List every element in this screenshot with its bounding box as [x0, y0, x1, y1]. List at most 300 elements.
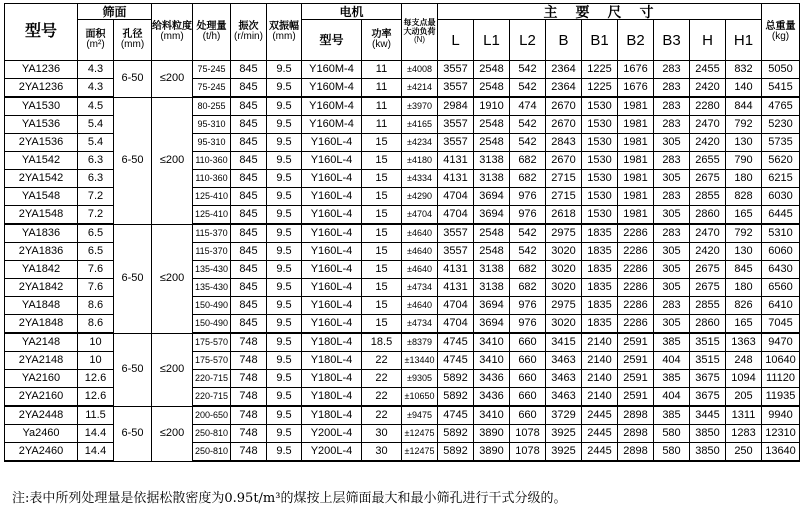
cell-dim: 1363 [726, 333, 762, 352]
cell-dim: 305 [654, 134, 690, 152]
cell-dim: 845 [726, 261, 762, 279]
cell-dim: 305 [654, 170, 690, 188]
cell-dim: 2286 [618, 243, 654, 261]
cell-dim: 3020 [546, 243, 582, 261]
cell-dim: 3415 [546, 333, 582, 352]
cell-dim: 1981 [618, 188, 654, 206]
cell-amplitude: 9.5 [267, 279, 302, 297]
cell-vibration: 748 [231, 443, 267, 462]
cell-amplitude: 9.5 [267, 425, 302, 443]
cell-motor: Y200L-4 [302, 443, 362, 462]
cell-dim: 3557 [438, 134, 474, 152]
cell-power: 11 [362, 116, 402, 134]
cell-dim: 542 [510, 61, 546, 79]
cell-load: ±4234 [402, 134, 438, 152]
cell-dim: 165 [726, 206, 762, 225]
cell-dim: 1835 [582, 224, 618, 243]
cell-dim: 2715 [546, 170, 582, 188]
cell-amplitude: 9.5 [267, 333, 302, 352]
cell-area: 4.5 [78, 97, 114, 116]
cell-area: 4.3 [78, 61, 114, 79]
header-capacity: 处理量 (t/h) [193, 4, 231, 61]
cell-dim: 3020 [546, 279, 582, 297]
cell-weight: 6215 [762, 170, 800, 188]
cell-dim: 3138 [474, 152, 510, 170]
cell-dim: 2675 [690, 261, 726, 279]
table-row [5, 406, 800, 425]
cell-weight: 10640 [762, 352, 800, 370]
cell-dim: 248 [726, 352, 762, 370]
cell-load: ±9475 [402, 406, 438, 425]
cell-capacity: 175-570 [193, 333, 231, 352]
cell-weight: 9940 [762, 406, 800, 425]
header-dim-b: B [546, 20, 582, 61]
cell-dim: 3463 [546, 388, 582, 407]
cell-feed: ≤200 [152, 333, 193, 406]
cell-dim: 2455 [690, 61, 726, 79]
cell-vibration: 748 [231, 388, 267, 407]
cell-dim: 976 [510, 315, 546, 334]
cell-power: 15 [362, 152, 402, 170]
cell-dim: 2445 [582, 443, 618, 462]
cell-dim: 2140 [582, 352, 618, 370]
cell-dim: 1981 [618, 170, 654, 188]
cell-dim: 3694 [474, 297, 510, 315]
cell-dim: 660 [510, 352, 546, 370]
cell-dim: 1078 [510, 425, 546, 443]
cell-dim: 305 [654, 279, 690, 297]
cell-dim: 5892 [438, 443, 474, 462]
cell-amplitude: 9.5 [267, 443, 302, 462]
cell-dim: 2618 [546, 206, 582, 225]
cell-dim: 2715 [546, 188, 582, 206]
cell-dim: 682 [510, 152, 546, 170]
cell-dim: 2445 [582, 425, 618, 443]
cell-load: ±4008 [402, 61, 438, 79]
cell-dim: 832 [726, 61, 762, 79]
cell-weight: 5620 [762, 152, 800, 170]
cell-dim: 2548 [474, 61, 510, 79]
cell-dim: 1530 [582, 206, 618, 225]
cell-load: ±4734 [402, 315, 438, 334]
cell-dim: 1311 [726, 406, 762, 425]
cell-dim: 3410 [474, 352, 510, 370]
cell-dim: 3020 [546, 315, 582, 334]
cell-feed: ≤200 [152, 97, 193, 224]
cell-load: ±4640 [402, 224, 438, 243]
cell-dim: 2975 [546, 224, 582, 243]
cell-area: 6.3 [78, 152, 114, 170]
header-aperture: 孔径 (mm) [114, 20, 152, 61]
cell-weight: 5230 [762, 116, 800, 134]
cell-weight: 5735 [762, 134, 800, 152]
cell-dim: 3694 [474, 206, 510, 225]
cell-dim: 3138 [474, 279, 510, 297]
cell-weight: 13640 [762, 443, 800, 462]
cell-amplitude: 9.5 [267, 388, 302, 407]
cell-dim: 2420 [690, 79, 726, 98]
cell-load: ±4165 [402, 116, 438, 134]
cell-dim: 792 [726, 116, 762, 134]
cell-dim: 3890 [474, 443, 510, 462]
cell-amplitude: 9.5 [267, 352, 302, 370]
cell-model: Ya2460 [5, 425, 78, 443]
cell-amplitude: 9.5 [267, 97, 302, 116]
cell-vibration: 748 [231, 425, 267, 443]
cell-dim: 3925 [546, 443, 582, 462]
cell-area: 7.6 [78, 279, 114, 297]
cell-weight: 7045 [762, 315, 800, 334]
cell-dim: 2548 [474, 79, 510, 98]
cell-dim: 2855 [690, 297, 726, 315]
cell-model: 2YA1536 [5, 134, 78, 152]
cell-dim: 2140 [582, 333, 618, 352]
cell-dim: 682 [510, 170, 546, 188]
footnote: 注:表中所列处理量是依据松散密度为0.95t/m³的煤按上层筛面最大和最小筛孔进行干式分级的。 [12, 491, 567, 506]
cell-capacity: 110-360 [193, 170, 231, 188]
cell-capacity: 200-650 [193, 406, 231, 425]
cell-dim: 1283 [726, 425, 762, 443]
cell-area: 4.3 [78, 79, 114, 98]
cell-vibration: 748 [231, 333, 267, 352]
cell-model: YA1836 [5, 224, 78, 243]
cell-load: ±4180 [402, 152, 438, 170]
cell-model: 2YA1236 [5, 79, 78, 98]
cell-load: ±4214 [402, 79, 438, 98]
cell-amplitude: 9.5 [267, 134, 302, 152]
cell-vibration: 845 [231, 134, 267, 152]
cell-power: 15 [362, 261, 402, 279]
cell-dim: 3020 [546, 261, 582, 279]
cell-load: ±4290 [402, 188, 438, 206]
cell-dim: 404 [654, 352, 690, 370]
cell-model: YA1542 [5, 152, 78, 170]
cell-area: 7.2 [78, 188, 114, 206]
cell-load: ±13440 [402, 352, 438, 370]
cell-dim: 4704 [438, 315, 474, 334]
cell-dim: 180 [726, 170, 762, 188]
cell-dim: 305 [654, 261, 690, 279]
cell-amplitude: 9.5 [267, 61, 302, 79]
cell-dim: 305 [654, 206, 690, 225]
cell-motor: Y160M-4 [302, 79, 362, 98]
cell-dim: 3675 [690, 388, 726, 407]
cell-amplitude: 9.5 [267, 406, 302, 425]
cell-amplitude: 9.5 [267, 188, 302, 206]
header-dim-h1: H1 [726, 20, 762, 61]
cell-dim: 2860 [690, 206, 726, 225]
cell-dim: 826 [726, 297, 762, 315]
cell-dim: 542 [510, 134, 546, 152]
cell-power: 18.5 [362, 333, 402, 352]
cell-dim: 3557 [438, 224, 474, 243]
cell-dim: 1676 [618, 61, 654, 79]
cell-power: 15 [362, 297, 402, 315]
cell-area: 12.6 [78, 388, 114, 407]
cell-vibration: 845 [231, 188, 267, 206]
cell-load: ±4640 [402, 297, 438, 315]
cell-dim: 283 [654, 116, 690, 134]
cell-amplitude: 9.5 [267, 297, 302, 315]
cell-dim: 2898 [618, 425, 654, 443]
table-row [5, 333, 800, 352]
cell-dim: 3850 [690, 443, 726, 462]
cell-dim: 4704 [438, 297, 474, 315]
cell-load: ±4704 [402, 206, 438, 225]
cell-dim: 3410 [474, 333, 510, 352]
cell-dim: 2548 [474, 224, 510, 243]
cell-model: 2YA2160 [5, 388, 78, 407]
table-row [5, 61, 800, 79]
cell-dim: 305 [654, 243, 690, 261]
cell-model: YA1536 [5, 116, 78, 134]
cell-dim: 3436 [474, 388, 510, 407]
cell-dim: 2548 [474, 134, 510, 152]
cell-vibration: 845 [231, 261, 267, 279]
cell-dim: 385 [654, 406, 690, 425]
cell-dim: 2140 [582, 370, 618, 388]
cell-dim: 2420 [690, 243, 726, 261]
cell-dim: 3557 [438, 116, 474, 134]
cell-weight: 6430 [762, 261, 800, 279]
cell-vibration: 845 [231, 279, 267, 297]
header-model: 型号 [5, 4, 78, 61]
cell-dim: 130 [726, 134, 762, 152]
cell-vibration: 748 [231, 406, 267, 425]
cell-dim: 250 [726, 443, 762, 462]
cell-dim: 130 [726, 243, 762, 261]
header-dim-l: L [438, 20, 474, 61]
cell-power: 11 [362, 97, 402, 116]
cell-power: 15 [362, 170, 402, 188]
cell-dim: 4131 [438, 152, 474, 170]
header-dim-b1: B1 [582, 20, 618, 61]
cell-dim: 2420 [690, 134, 726, 152]
cell-dim: 3436 [474, 370, 510, 388]
cell-weight: 11935 [762, 388, 800, 407]
cell-dim: 2286 [618, 261, 654, 279]
cell-dim: 4131 [438, 279, 474, 297]
table-row [5, 224, 800, 243]
cell-area: 7.2 [78, 206, 114, 225]
cell-dim: 1225 [582, 79, 618, 98]
cell-dim: 2984 [438, 97, 474, 116]
cell-amplitude: 9.5 [267, 206, 302, 225]
cell-dim: 2286 [618, 224, 654, 243]
cell-motor: Y160L-4 [302, 224, 362, 243]
cell-motor: Y160M-4 [302, 97, 362, 116]
cell-weight: 9470 [762, 333, 800, 352]
cell-dim: 3557 [438, 79, 474, 98]
cell-dim: 2675 [690, 279, 726, 297]
cell-power: 15 [362, 188, 402, 206]
cell-motor: Y160L-4 [302, 188, 362, 206]
cell-dim: 385 [654, 370, 690, 388]
cell-dim: 205 [726, 388, 762, 407]
cell-capacity: 220-715 [193, 370, 231, 388]
cell-capacity: 250-810 [193, 443, 231, 462]
cell-dim: 580 [654, 443, 690, 462]
cell-area: 14.4 [78, 425, 114, 443]
cell-dim: 3694 [474, 188, 510, 206]
cell-area: 14.4 [78, 443, 114, 462]
cell-dim: 3675 [690, 370, 726, 388]
cell-dim: 660 [510, 406, 546, 425]
cell-motor: Y160L-4 [302, 134, 362, 152]
cell-model: YA1236 [5, 61, 78, 79]
cell-vibration: 845 [231, 97, 267, 116]
cell-model: YA1842 [5, 261, 78, 279]
cell-dim: 283 [654, 224, 690, 243]
cell-motor: Y180L-4 [302, 352, 362, 370]
cell-dim: 283 [654, 188, 690, 206]
cell-motor: Y180L-4 [302, 333, 362, 352]
cell-aperture: 6-50 [114, 333, 152, 406]
cell-dim: 140 [726, 79, 762, 98]
cell-motor: Y180L-4 [302, 406, 362, 425]
header-motor-model: 型号 [302, 20, 362, 61]
cell-load: ±12475 [402, 443, 438, 462]
cell-capacity: 115-370 [193, 224, 231, 243]
cell-load: ±4734 [402, 279, 438, 297]
cell-amplitude: 9.5 [267, 152, 302, 170]
cell-dim: 542 [510, 79, 546, 98]
cell-dim: 2470 [690, 224, 726, 243]
cell-model: YA1548 [5, 188, 78, 206]
cell-dim: 3515 [690, 352, 726, 370]
cell-motor: Y200L-4 [302, 425, 362, 443]
cell-dim: 3850 [690, 425, 726, 443]
header-dims-group: 主 要 尺 寸 [438, 4, 762, 20]
cell-dim: 3138 [474, 261, 510, 279]
cell-dim: 1530 [582, 97, 618, 116]
cell-area: 6.5 [78, 224, 114, 243]
cell-dim: 1981 [618, 152, 654, 170]
cell-area: 8.6 [78, 315, 114, 334]
cell-weight: 6060 [762, 243, 800, 261]
cell-dim: 660 [510, 370, 546, 388]
cell-area: 6.5 [78, 243, 114, 261]
cell-dim: 404 [654, 388, 690, 407]
cell-capacity: 80-255 [193, 97, 231, 116]
header-dim-h: H [690, 20, 726, 61]
cell-dim: 4131 [438, 261, 474, 279]
cell-area: 12.6 [78, 370, 114, 388]
cell-capacity: 75-245 [193, 61, 231, 79]
cell-aperture: 6-50 [114, 61, 152, 98]
cell-vibration: 845 [231, 116, 267, 134]
cell-model: 2YA1842 [5, 279, 78, 297]
cell-load: ±12475 [402, 425, 438, 443]
cell-dim: 790 [726, 152, 762, 170]
cell-capacity: 125-410 [193, 206, 231, 225]
cell-dim: 2280 [690, 97, 726, 116]
cell-model: YA1848 [5, 297, 78, 315]
cell-aperture: 6-50 [114, 97, 152, 224]
header-load: 每支点最大动负荷 (N) [402, 4, 438, 61]
cell-dim: 3410 [474, 406, 510, 425]
cell-dim: 792 [726, 224, 762, 243]
cell-model: 2YA1542 [5, 170, 78, 188]
cell-amplitude: 9.5 [267, 79, 302, 98]
cell-load: ±4640 [402, 243, 438, 261]
cell-amplitude: 9.5 [267, 243, 302, 261]
cell-dim: 4745 [438, 333, 474, 352]
cell-dim: 2655 [690, 152, 726, 170]
cell-dim: 1078 [510, 443, 546, 462]
cell-weight: 5050 [762, 61, 800, 79]
cell-model: 2YA2460 [5, 443, 78, 462]
cell-power: 11 [362, 79, 402, 98]
cell-weight: 6030 [762, 188, 800, 206]
cell-amplitude: 9.5 [267, 116, 302, 134]
cell-motor: Y160M-4 [302, 116, 362, 134]
cell-dim: 542 [510, 243, 546, 261]
cell-area: 5.4 [78, 134, 114, 152]
cell-capacity: 175-570 [193, 352, 231, 370]
cell-area: 11.5 [78, 406, 114, 425]
cell-model: YA2160 [5, 370, 78, 388]
header-amplitude: 双振幅 (mm) [267, 4, 302, 61]
cell-weight: 5310 [762, 224, 800, 243]
cell-dim: 4131 [438, 170, 474, 188]
cell-load: ±9305 [402, 370, 438, 388]
cell-dim: 2860 [690, 315, 726, 334]
cell-capacity: 110-360 [193, 152, 231, 170]
cell-capacity: 75-245 [193, 79, 231, 98]
cell-weight: 4765 [762, 97, 800, 116]
cell-area: 5.4 [78, 116, 114, 134]
table-row [5, 97, 800, 116]
cell-dim: 682 [510, 279, 546, 297]
cell-dim: 1910 [474, 97, 510, 116]
header-motor-group: 电机 [302, 4, 402, 20]
cell-weight: 11120 [762, 370, 800, 388]
cell-dim: 2286 [618, 297, 654, 315]
cell-capacity: 125-410 [193, 188, 231, 206]
cell-area: 10 [78, 352, 114, 370]
cell-aperture: 6-50 [114, 224, 152, 333]
cell-power: 22 [362, 370, 402, 388]
cell-dim: 1835 [582, 243, 618, 261]
cell-vibration: 845 [231, 315, 267, 334]
cell-model: 2YA1548 [5, 206, 78, 225]
cell-motor: Y160L-4 [302, 170, 362, 188]
cell-vibration: 748 [231, 370, 267, 388]
cell-dim: 976 [510, 188, 546, 206]
cell-dim: 2470 [690, 116, 726, 134]
cell-dim: 305 [654, 315, 690, 334]
header-dim-l1: L1 [474, 20, 510, 61]
cell-model: 2YA2448 [5, 406, 78, 425]
cell-model: YA2148 [5, 333, 78, 352]
cell-load: ±8379 [402, 333, 438, 352]
cell-power: 15 [362, 224, 402, 243]
cell-dim: 682 [510, 261, 546, 279]
header-dim-l2: L2 [510, 20, 546, 61]
header-dim-b3: B3 [654, 20, 690, 61]
cell-load: ±4640 [402, 261, 438, 279]
header-power: 功率 (kw) [362, 20, 402, 61]
cell-dim: 1835 [582, 279, 618, 297]
cell-power: 22 [362, 388, 402, 407]
cell-dim: 4745 [438, 352, 474, 370]
cell-area: 7.6 [78, 261, 114, 279]
cell-dim: 3557 [438, 61, 474, 79]
cell-dim: 1981 [618, 97, 654, 116]
cell-model: 2YA2148 [5, 352, 78, 370]
cell-vibration: 845 [231, 152, 267, 170]
